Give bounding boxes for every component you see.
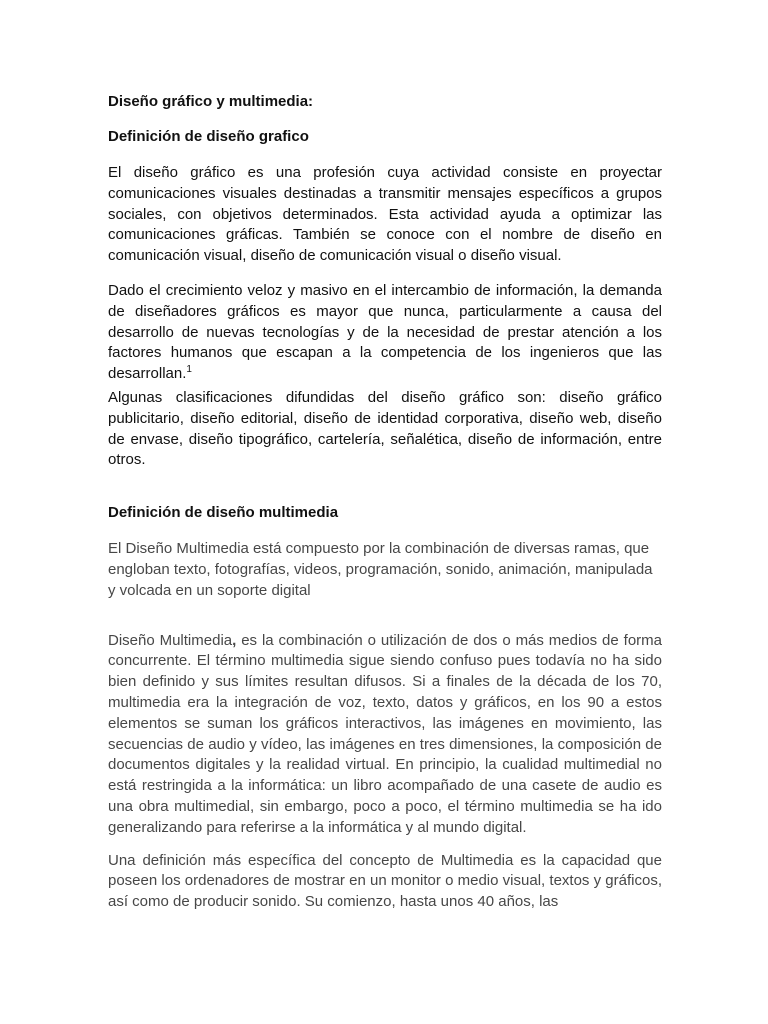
paragraph-crecimiento-text: Dado el crecimiento veloz y masivo en el intercambio de información, la demanda de diseñadores gráficos es mayor que nunca, particularmente a causa del desarrollo de nuevas tecnologías y de la necesidad de prestar atención a los factores humanos que escapan a la competencia de los ingenieros que las desarrollan. [108,281,662,383]
paragraph-clasificaciones: Algunas clasificaciones difundidas del diseño gráfico son: diseño gráfico publicitario, diseño editorial, diseño de identidad corporativa, diseño web, diseño de envase, diseño tipográfico, cartelería, señalética, diseño de información, entre otros. [108,388,662,469]
section-heading-diseno-grafico: Definición de diseño grafico [108,128,309,145]
document-title: Diseño gráfico y multimedia: [108,93,314,110]
footnote-marker: 1 [186,364,192,376]
multimedia-lead: Diseño Multimedia [108,631,233,649]
paragraph-multimedia-combinacion: El Diseño Multimedia está compuesto por la combinación de diversas ramas, que engloban texto, fotografías, videos, programación, sonido, animación, manipulada y volcada en un soporte digital [108,540,653,599]
paragraph-multimedia-definicion [108,631,662,839]
paragraph-definicion-grafico: El diseño gráfico es una profesión cuya actividad consiste en proyectar comunicaciones visuales destinadas a transmitir mensajes específicos a grupos sociales, con objetivos determinados. Esta actividad ayuda a optimizar las comunicaciones gráficas. También se conoce con el nombre de diseño en comunicación visual, diseño de comunicación visual o diseño visual. [108,164,662,265]
document-body [108,92,662,913]
paragraph-multimedia-especifica: Una definición más específica del concepto de Multimedia es la capacidad que poseen los ordenadores de mostrar en un monitor o medio visual, textos y gráficos, así como de producir sonido. Su comienzo, hasta unos 40 años, las [108,851,662,911]
multimedia-body: es la combinación o utilización de dos o más medios de forma concurrente. El término multimedia sigue siendo confuso pues todavía no ha sido bien definido y sus límites resultan difusos. Si a finales de la década de los 70, multimedia era la integración de voz, texto, datos y gráficos, en los 90 a estos elementos se suman los gráficos interactivos, las imágenes en movimiento, las secuencias de audio y vídeo, las imágenes en tres dimensiones, la composición de documentos digitales y la realidad virtual. En principio, la cualidad multimedial no está restringida a la informática: un libro acompañado de una casete de audio es una obra multimedial, sin embargo, poco a poco, el término multimedia se ha ido generalizando para referirse a la informática y al mundo digital. [108,631,662,836]
paragraph-crecimiento [108,281,662,385]
section-heading-diseno-multimedia: Definición de diseño multimedia [108,504,339,522]
multimedia-lead-comma: , [232,631,237,649]
